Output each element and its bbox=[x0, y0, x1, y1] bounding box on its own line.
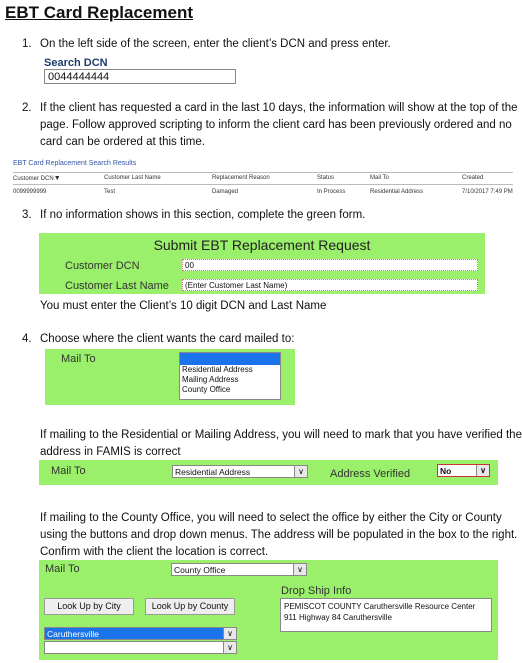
mailto-panel bbox=[45, 349, 295, 405]
results-title: EBT Card Replacement Search Results bbox=[13, 160, 137, 167]
header-customer-dcn: Customer DCN▼ bbox=[13, 175, 61, 182]
list-item-mailing[interactable]: Mailing Address bbox=[182, 375, 239, 384]
mailto-listbox[interactable] bbox=[179, 352, 281, 400]
search-dcn-input[interactable]: 0044444444 bbox=[44, 69, 236, 84]
drop-ship-info-box: PEMISCOT COUNTY Caruthersville Resource Center 911 Highway 84 Caruthersville bbox=[280, 598, 492, 632]
city-select[interactable]: Caruthersville ∨ bbox=[44, 627, 237, 640]
drop-ship-label: Drop Ship Info bbox=[281, 585, 352, 597]
lookup-by-county-button[interactable]: Look Up by County bbox=[145, 598, 235, 615]
chevron-down-icon[interactable]: ∨ bbox=[223, 628, 236, 639]
verify-mailto-select[interactable]: Residential Address ∨ bbox=[172, 465, 308, 478]
result-cell-status: In Process bbox=[317, 189, 346, 195]
chevron-down-icon[interactable]: ∨ bbox=[223, 642, 236, 653]
customer-last-name-label: Customer Last Name bbox=[65, 280, 169, 292]
results-divider bbox=[13, 184, 513, 185]
address-verified-label: Address Verified bbox=[330, 468, 411, 480]
list-item-selected[interactable] bbox=[180, 353, 280, 365]
results-divider bbox=[13, 172, 513, 173]
verify-mailto-label: Mail To bbox=[51, 465, 86, 477]
para-residential: If mailing to the Residential or Mailing Address, you will need to mark that you have verified the address in FAMIS is correct bbox=[40, 429, 522, 458]
mailto-label: Mail To bbox=[61, 353, 96, 365]
lookup-by-city-button[interactable]: Look Up by City bbox=[44, 598, 134, 615]
chevron-down-icon[interactable]: ∨ bbox=[293, 564, 306, 575]
result-cell-reason: Damaged bbox=[212, 189, 239, 195]
replacement-form-panel bbox=[39, 233, 485, 294]
form-title: Submit EBT Replacement Request bbox=[153, 237, 371, 253]
para-county: If mailing to the County Office, you will need to select the office by either the City or County using the buttons and drop down menus. The address will be populated in the box to the right. Confirm with the client the location is correct. bbox=[40, 512, 518, 558]
result-cell-created: 7/10/2017 7:49 PM bbox=[462, 189, 513, 195]
list-item-residential[interactable]: Residential Address bbox=[182, 365, 253, 374]
customer-last-name-input[interactable]: (Enter Customer Last Name) bbox=[182, 279, 478, 291]
chevron-down-icon[interactable]: ∨ bbox=[476, 465, 489, 476]
page-title: EBT Card Replacement bbox=[5, 3, 193, 22]
county-mailto-select[interactable]: County Office ∨ bbox=[171, 563, 307, 576]
list-item-county[interactable]: County Office bbox=[182, 385, 231, 394]
verify-panel bbox=[39, 460, 498, 485]
header-created: Created bbox=[462, 175, 484, 181]
county-mailto-label: Mail To bbox=[45, 563, 80, 575]
header-reason: Replacement Reason bbox=[212, 175, 270, 181]
county-select[interactable] bbox=[44, 641, 237, 654]
form-note: You must enter the Client’s 10 digit DCN and Last Name bbox=[40, 300, 327, 312]
header-mail-to: Mail To bbox=[370, 175, 389, 181]
sort-icon[interactable]: ▼ bbox=[53, 175, 61, 182]
result-cell-last-name: Test bbox=[104, 189, 116, 195]
search-dcn-label: Search DCN bbox=[44, 57, 108, 69]
chevron-down-icon[interactable]: ∨ bbox=[294, 466, 307, 477]
address-verified-select[interactable]: No ∨ bbox=[437, 464, 490, 477]
customer-dcn-label: Customer DCN bbox=[65, 260, 140, 272]
header-status: Status bbox=[317, 175, 335, 181]
header-last-name: Customer Last Name bbox=[104, 175, 161, 181]
county-panel bbox=[39, 560, 498, 660]
customer-dcn-input[interactable]: 00 bbox=[182, 259, 478, 271]
result-cell-mail-to: Residential Address bbox=[370, 189, 424, 195]
result-cell-dcn: 0099999999 bbox=[13, 189, 47, 195]
